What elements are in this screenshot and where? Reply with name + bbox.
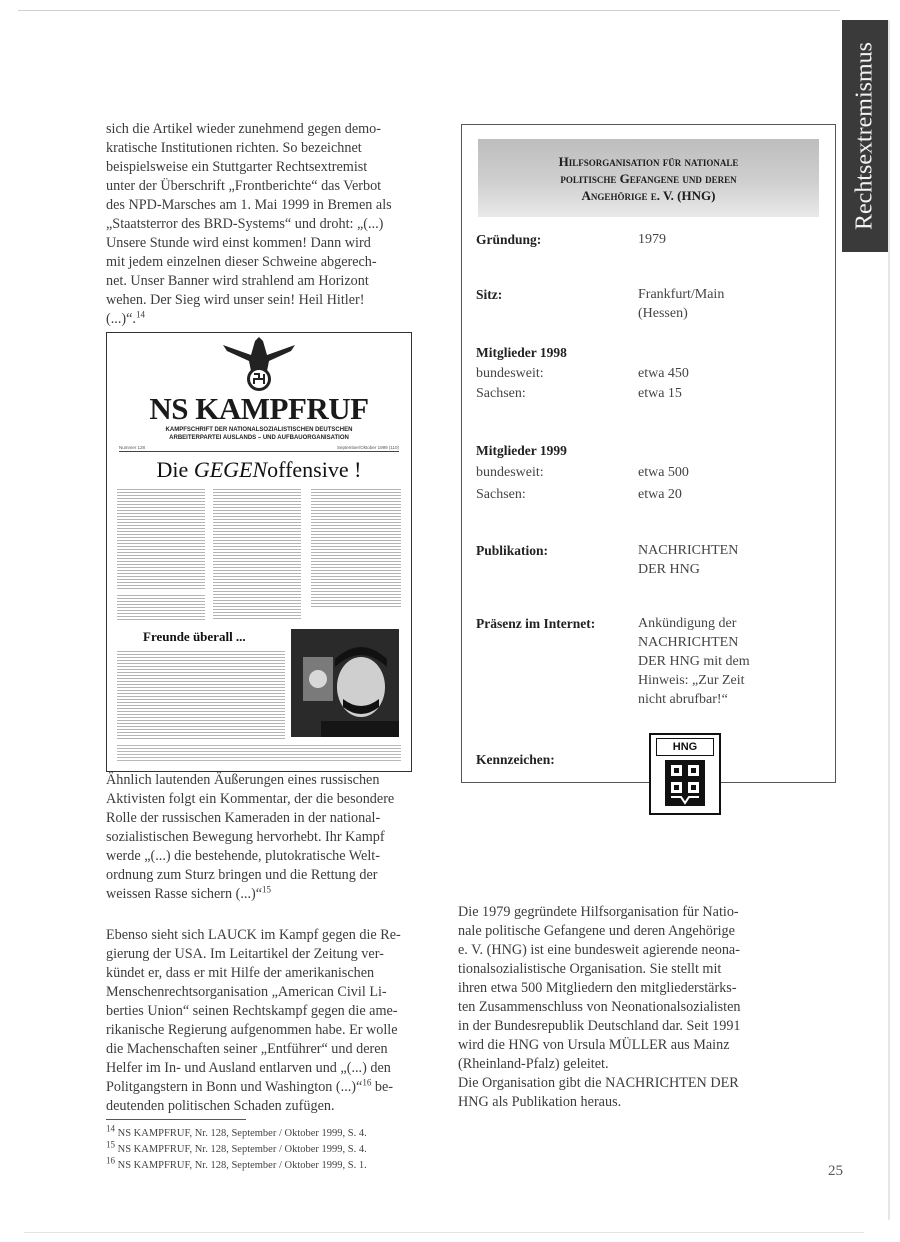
text-line: Die 1979 gegründete Hilfsorganisation für Natio- — [458, 904, 739, 920]
members-1999-saxony-label: Sachsen: — [476, 487, 526, 502]
headline-part: Die — [156, 457, 194, 482]
newspaper-column — [117, 651, 285, 739]
section-tab-label: Rechtsextremismus — [851, 42, 878, 230]
text-line: mit jedem einzelnen dieser Schweine abgerech- — [106, 254, 377, 270]
footnote-text: NS KAMPFRUF, Nr. 128, September / Oktober 1999, S. 4. — [117, 1128, 367, 1139]
members-1998-saxony-value: etwa 15 — [638, 386, 682, 401]
top-rule — [18, 10, 840, 11]
text-fragment: weissen Rasse sichern (...)“ — [106, 886, 263, 902]
members-1999-national-value: etwa 500 — [638, 465, 689, 480]
bottom-rule — [24, 1232, 864, 1233]
text-line: Aktivisten folgt ein Kommentar, der die besondere — [106, 791, 395, 807]
seat-value-line: Frankfurt/Main — [638, 287, 725, 302]
newspaper-subline: ARBEITERPARTEI AUSLANDS – UND AUFBAUORGANISATION — [169, 435, 349, 441]
text-line: in der Bundesrepublik Deutschland dar. Seit 1991 — [458, 1018, 741, 1034]
newspaper-column — [311, 489, 401, 607]
internet-value — [638, 614, 750, 709]
text-fragment: be- — [371, 1079, 393, 1095]
title-line: Angehörige e. V. (HNG) — [581, 188, 716, 203]
headline-part: GEGEN — [193, 457, 268, 482]
left-bottom-paragraph — [106, 926, 441, 1116]
page-edge — [888, 20, 890, 1220]
text-line: berties Union“ seinen Rechtskampf gegen die ame- — [106, 1003, 398, 1019]
iron-cross-emblem-icon — [651, 757, 719, 811]
left-top-paragraph — [106, 120, 441, 329]
members-1999-saxony-value: etwa 20 — [638, 487, 682, 502]
footnote-ref: 16 — [362, 1077, 372, 1088]
newspaper-image — [106, 332, 412, 772]
publication-value-line: NACHRICHTEN — [638, 543, 739, 558]
headline-part: offensive ! — [267, 457, 362, 482]
internet-value-line: NACHRICHTEN — [638, 635, 739, 650]
seat-value — [638, 285, 724, 323]
newspaper-photo — [291, 629, 399, 737]
eagle-emblem-icon — [221, 337, 297, 393]
text-fragment: Politgangstern in Bonn und Washington (...)“ — [106, 1079, 363, 1095]
founding-value: 1979 — [638, 232, 666, 247]
publication-label: Publikation: — [476, 543, 549, 558]
members-1999-label: Mitglieder 1999 — [476, 443, 567, 458]
text-line: kündet er, dass er mit Hilfe der amerikanischen — [106, 965, 375, 981]
internet-value-line: Hinweis: „Zur Zeit — [638, 673, 745, 688]
text-line: net. Unser Banner wird strahlend am Horizont — [106, 273, 369, 289]
footnote-text: NS KAMPFRUF, Nr. 128, September / Oktober 1999, S. 4. — [117, 1144, 367, 1155]
title-line: Hilfsorganisation für nationale — [558, 154, 739, 169]
newspaper-masthead: NS KAMPFRUF — [149, 391, 369, 426]
text-line: Rolle der russischen Kameraden in der national- — [106, 810, 381, 826]
emblem-label: Kennzeichen: — [476, 752, 555, 767]
members-1998-national-value: etwa 450 — [638, 366, 689, 381]
text-line: Ähnlich lautenden Äußerungen eines russischen — [106, 772, 380, 788]
text-line: die Machenschaften seiner „Entführer“ und deren — [106, 1041, 388, 1057]
footnote — [106, 1123, 367, 1139]
footnote-ref: 15 — [262, 884, 272, 895]
text-line: Menschenrechtsorganisation „American Civil Li- — [106, 984, 387, 1000]
seat-value-line: (Hessen) — [638, 306, 688, 321]
text-line: e. V. (HNG) ist eine bundesweit agierende neona- — [458, 942, 740, 958]
newspaper-meta — [119, 445, 399, 452]
text-line: sozialistischen Bewegung hervorhebt. Ihr Kampf — [106, 829, 385, 845]
text-fragment: (...)“. — [106, 311, 136, 327]
footnote — [106, 1139, 367, 1155]
newspaper-subhead: Freunde überall ... — [143, 629, 246, 644]
text-line: werde „(...) die bestehende, plutokratische Welt- — [106, 848, 380, 864]
left-middle-paragraph — [106, 771, 441, 904]
text-line: wehen. Der Sieg wird unser sein! Heil Hitler! — [106, 292, 365, 308]
text-line: (Rheinland-Pfalz) geleitet. — [458, 1056, 609, 1072]
members-1998-saxony-label: Sachsen: — [476, 386, 526, 401]
text-line: Die Organisation gibt die NACHRICHTEN DER — [458, 1075, 739, 1091]
section-tab — [842, 20, 888, 252]
footnote — [106, 1155, 367, 1171]
text-line: ten Zusammenschluss von Neonationalsozialisten — [458, 999, 741, 1015]
hng-emblem — [649, 733, 721, 815]
internet-value-line: DER HNG mit dem — [638, 654, 750, 669]
text-line: beispielsweise ein Stuttgarter Rechtsextremist — [106, 159, 368, 175]
publication-value — [638, 541, 738, 579]
internet-label: Präsenz im Internet: — [476, 616, 596, 631]
text-line: unter der Überschrift „Frontberichte“ das Verbot — [106, 178, 382, 194]
issue-number: Nummer 128 — [119, 445, 146, 450]
emblem-text: HNG — [656, 738, 714, 756]
seat-label: Sitz: — [476, 287, 503, 302]
title-line: politische Gefangene und deren — [560, 171, 737, 186]
page-number: 25 — [828, 1163, 843, 1179]
text-line — [106, 1078, 441, 1097]
text-line — [106, 885, 441, 904]
footnote-number: 14 — [106, 1123, 115, 1134]
footnote-number: 15 — [106, 1139, 115, 1150]
members-1998-label: Mitglieder 1998 — [476, 345, 567, 360]
newspaper-column — [117, 595, 205, 621]
newspaper-column — [117, 489, 205, 589]
info-box-title — [478, 139, 819, 217]
text-line: rikanische Regierung aufgenommen habe. Er wolle — [106, 1022, 398, 1038]
text-line: „Staatsterror des BRD-Systems“ und droht: „(...) — [106, 216, 384, 232]
text-line: gierung der USA. Im Leitartikel der Zeitung ver- — [106, 946, 384, 962]
text-line: Ebenso sieht sich LAUCK im Kampf gegen die Re- — [106, 927, 401, 943]
newspaper-column — [213, 489, 301, 619]
members-1999-national-label: bundesweit: — [476, 465, 544, 480]
newspaper-headline — [107, 457, 411, 483]
publication-value-line: DER HNG — [638, 562, 700, 577]
person-photo-icon — [291, 629, 399, 737]
text-line: HNG als Publikation heraus. — [458, 1094, 622, 1110]
text-line: Helfer im In- und Ausland entlarven und „(...) den — [106, 1060, 391, 1076]
text-line: ordnung zum Sturz bringen und die Rettung der — [106, 867, 378, 883]
text-line: Unsere Stunde wird einst kommen! Dann wird — [106, 235, 371, 251]
right-bottom-paragraph — [458, 903, 792, 1112]
internet-value-line: nicht abrufbar!“ — [638, 692, 728, 707]
footnote-number: 16 — [106, 1155, 115, 1166]
issue-date: September/Oktober 1999 (110) — [337, 445, 399, 450]
text-line: nale politische Gefangene und deren Angehörige — [458, 923, 735, 939]
newspaper-subline: KAMPFSCHRIFT DER NATIONALSOZIALISTISCHEN DEUTSCHEN — [165, 427, 353, 433]
newspaper-caption — [117, 745, 401, 763]
founding-label: Gründung: — [476, 232, 542, 247]
text-line — [106, 310, 441, 329]
text-line: ihren etwa 500 Mitgliedern den mitgliederstärks- — [458, 980, 737, 996]
footnote-ref: 14 — [135, 309, 145, 320]
footnote-rule — [106, 1119, 246, 1120]
internet-value-line: Ankündigung der — [638, 616, 737, 631]
text-line: kratische Institutionen richten. So bezeichnet — [106, 140, 362, 156]
text-line: deutenden politischen Schaden zufügen. — [106, 1098, 335, 1114]
text-line: des NPD-Marsches am 1. Mai 1999 in Bremen als — [106, 197, 392, 213]
members-1998-national-label: bundesweit: — [476, 366, 544, 381]
text-line: tionalsozialistische Organisation. Sie stellt mit — [458, 961, 722, 977]
text-line: sich die Artikel wieder zunehmend gegen demo- — [106, 121, 381, 137]
text-line: wird die HNG von Ursula MÜLLER aus Mainz — [458, 1037, 730, 1053]
footnote-text: NS KAMPFRUF, Nr. 128, September / Oktober 1999, S. 1. — [117, 1160, 367, 1171]
